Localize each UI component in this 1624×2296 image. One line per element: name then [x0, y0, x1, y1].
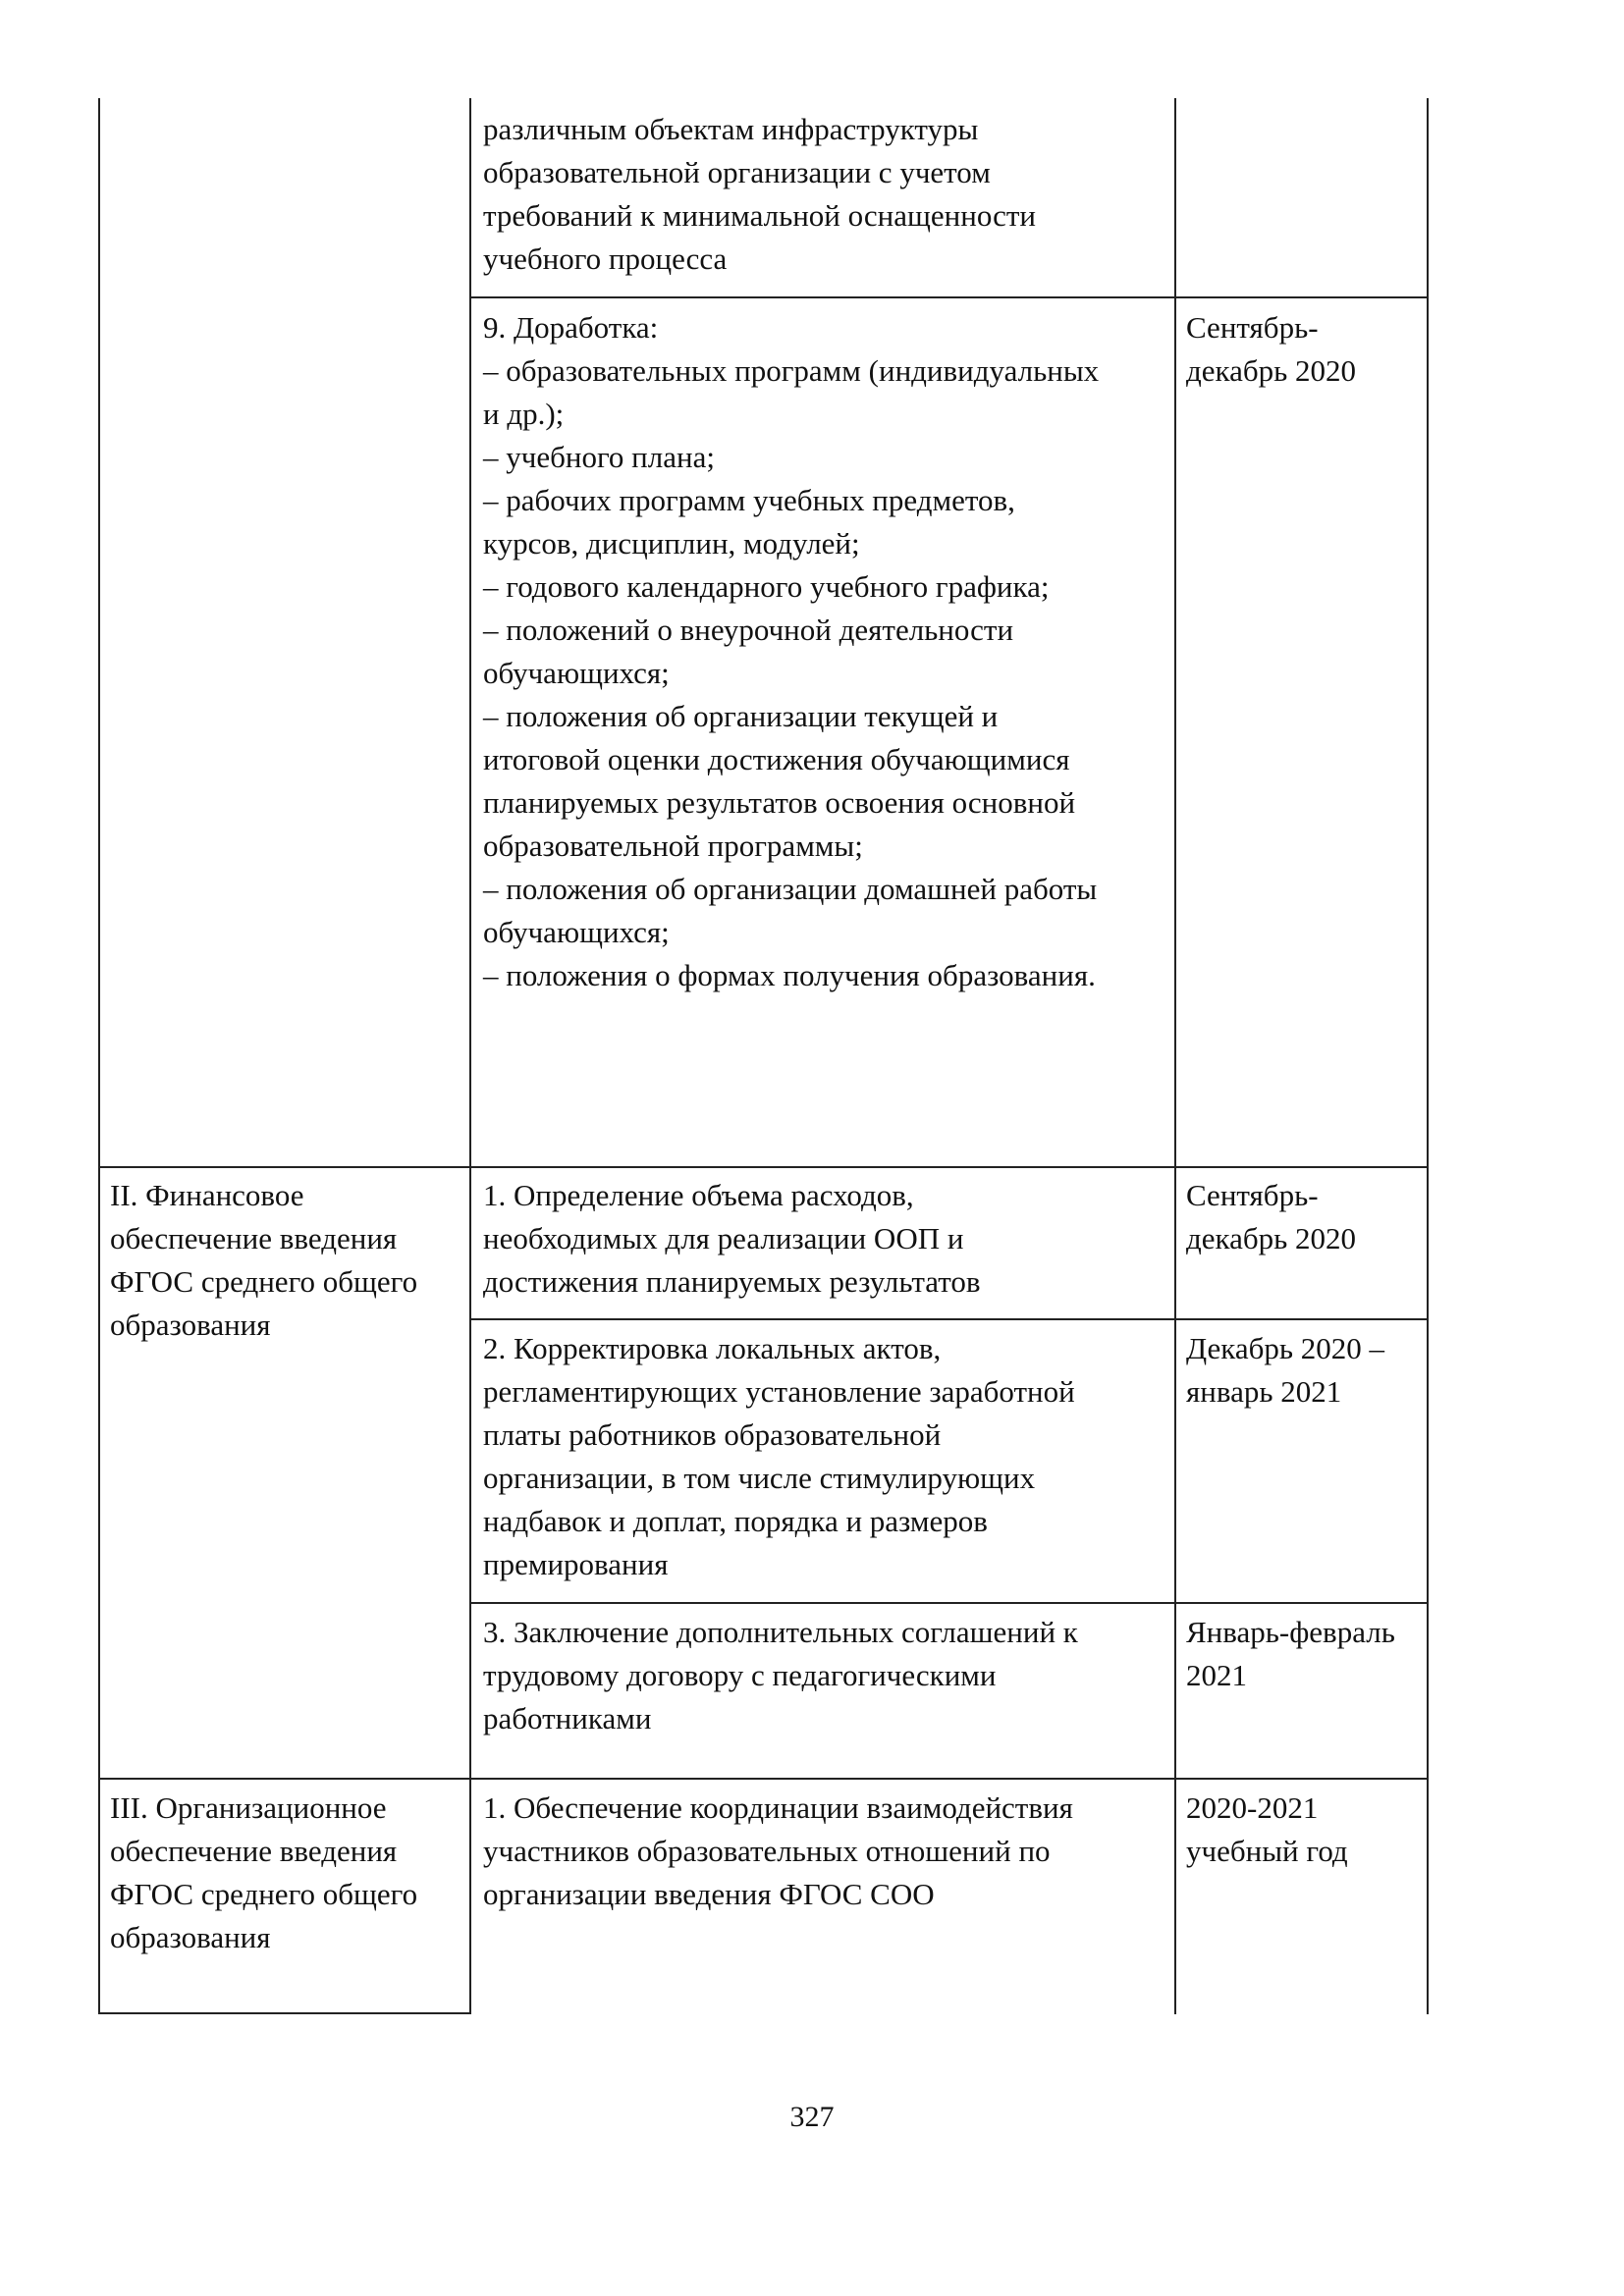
deadline-cell: Декабрь 2020 – январь 2021 — [1186, 1331, 1385, 1409]
row-divider — [469, 1602, 1429, 1604]
table-bottom-border — [98, 2012, 471, 2014]
table-border-left — [98, 98, 100, 2014]
row-divider — [98, 1166, 1429, 1168]
row-divider — [469, 296, 1429, 298]
column-divider-2 — [1174, 98, 1176, 2014]
row-divider — [469, 1318, 1429, 1320]
activity-cell: 2. Корректировка локальных актов, регламентирующих установление заработной платы работников образовательной организации, в том числе стимулирующих надбавок и доплат, порядка и размеров премирования — [483, 1331, 1075, 1581]
activity-cell: 9. Доработка: – образовательных программ (индивидуальных и др.); – учебного плана; – рабочих программ учебных предметов, курсов, дисциплин, модулей; – годового календарного учебного графика; – положений о внеурочной деятельности обучающихся; – положения об организации текущей и итоговой оценки достижения обучающимися планируемых результатов освоения основной образовательной программы; – положения об организации домашней работы обучающихся; – положения о формах получения образования. — [483, 310, 1100, 992]
activity-cell: 3. Заключение дополнительных соглашений к трудовому договору с педагогическими работниками — [483, 1615, 1078, 1735]
deadline-cell: 2020-2021 учебный год — [1186, 1790, 1348, 1868]
table-border-right — [1427, 98, 1429, 2014]
page-number: 327 — [789, 2101, 835, 2133]
section-title-organizational: III. Организационное обеспечение введения ФГОС среднего общего образования — [110, 1790, 418, 1954]
activity-cell: различным объектам инфраструктуры образовательной организации с учетом требований к минимальной оснащенности учебного процесса — [483, 112, 1036, 276]
deadline-cell: Сентябрь- декабрь 2020 — [1186, 310, 1357, 388]
row-divider — [98, 1778, 1429, 1780]
activity-cell: 1. Обеспечение координации взаимодействия участников образовательных отношений по организации введения ФГОС СОО — [483, 1790, 1073, 1911]
deadline-cell: Январь-февраль 2021 — [1186, 1615, 1395, 1692]
deadline-cell: Сентябрь- декабрь 2020 — [1186, 1178, 1357, 1255]
column-divider-1 — [469, 98, 471, 2014]
section-title-financial: II. Финансовое обеспечение введения ФГОС среднего общего образования — [110, 1178, 418, 1342]
activity-cell: 1. Определение объема расходов, необходимых для реализации ООП и достижения планируемых результатов — [483, 1178, 981, 1299]
